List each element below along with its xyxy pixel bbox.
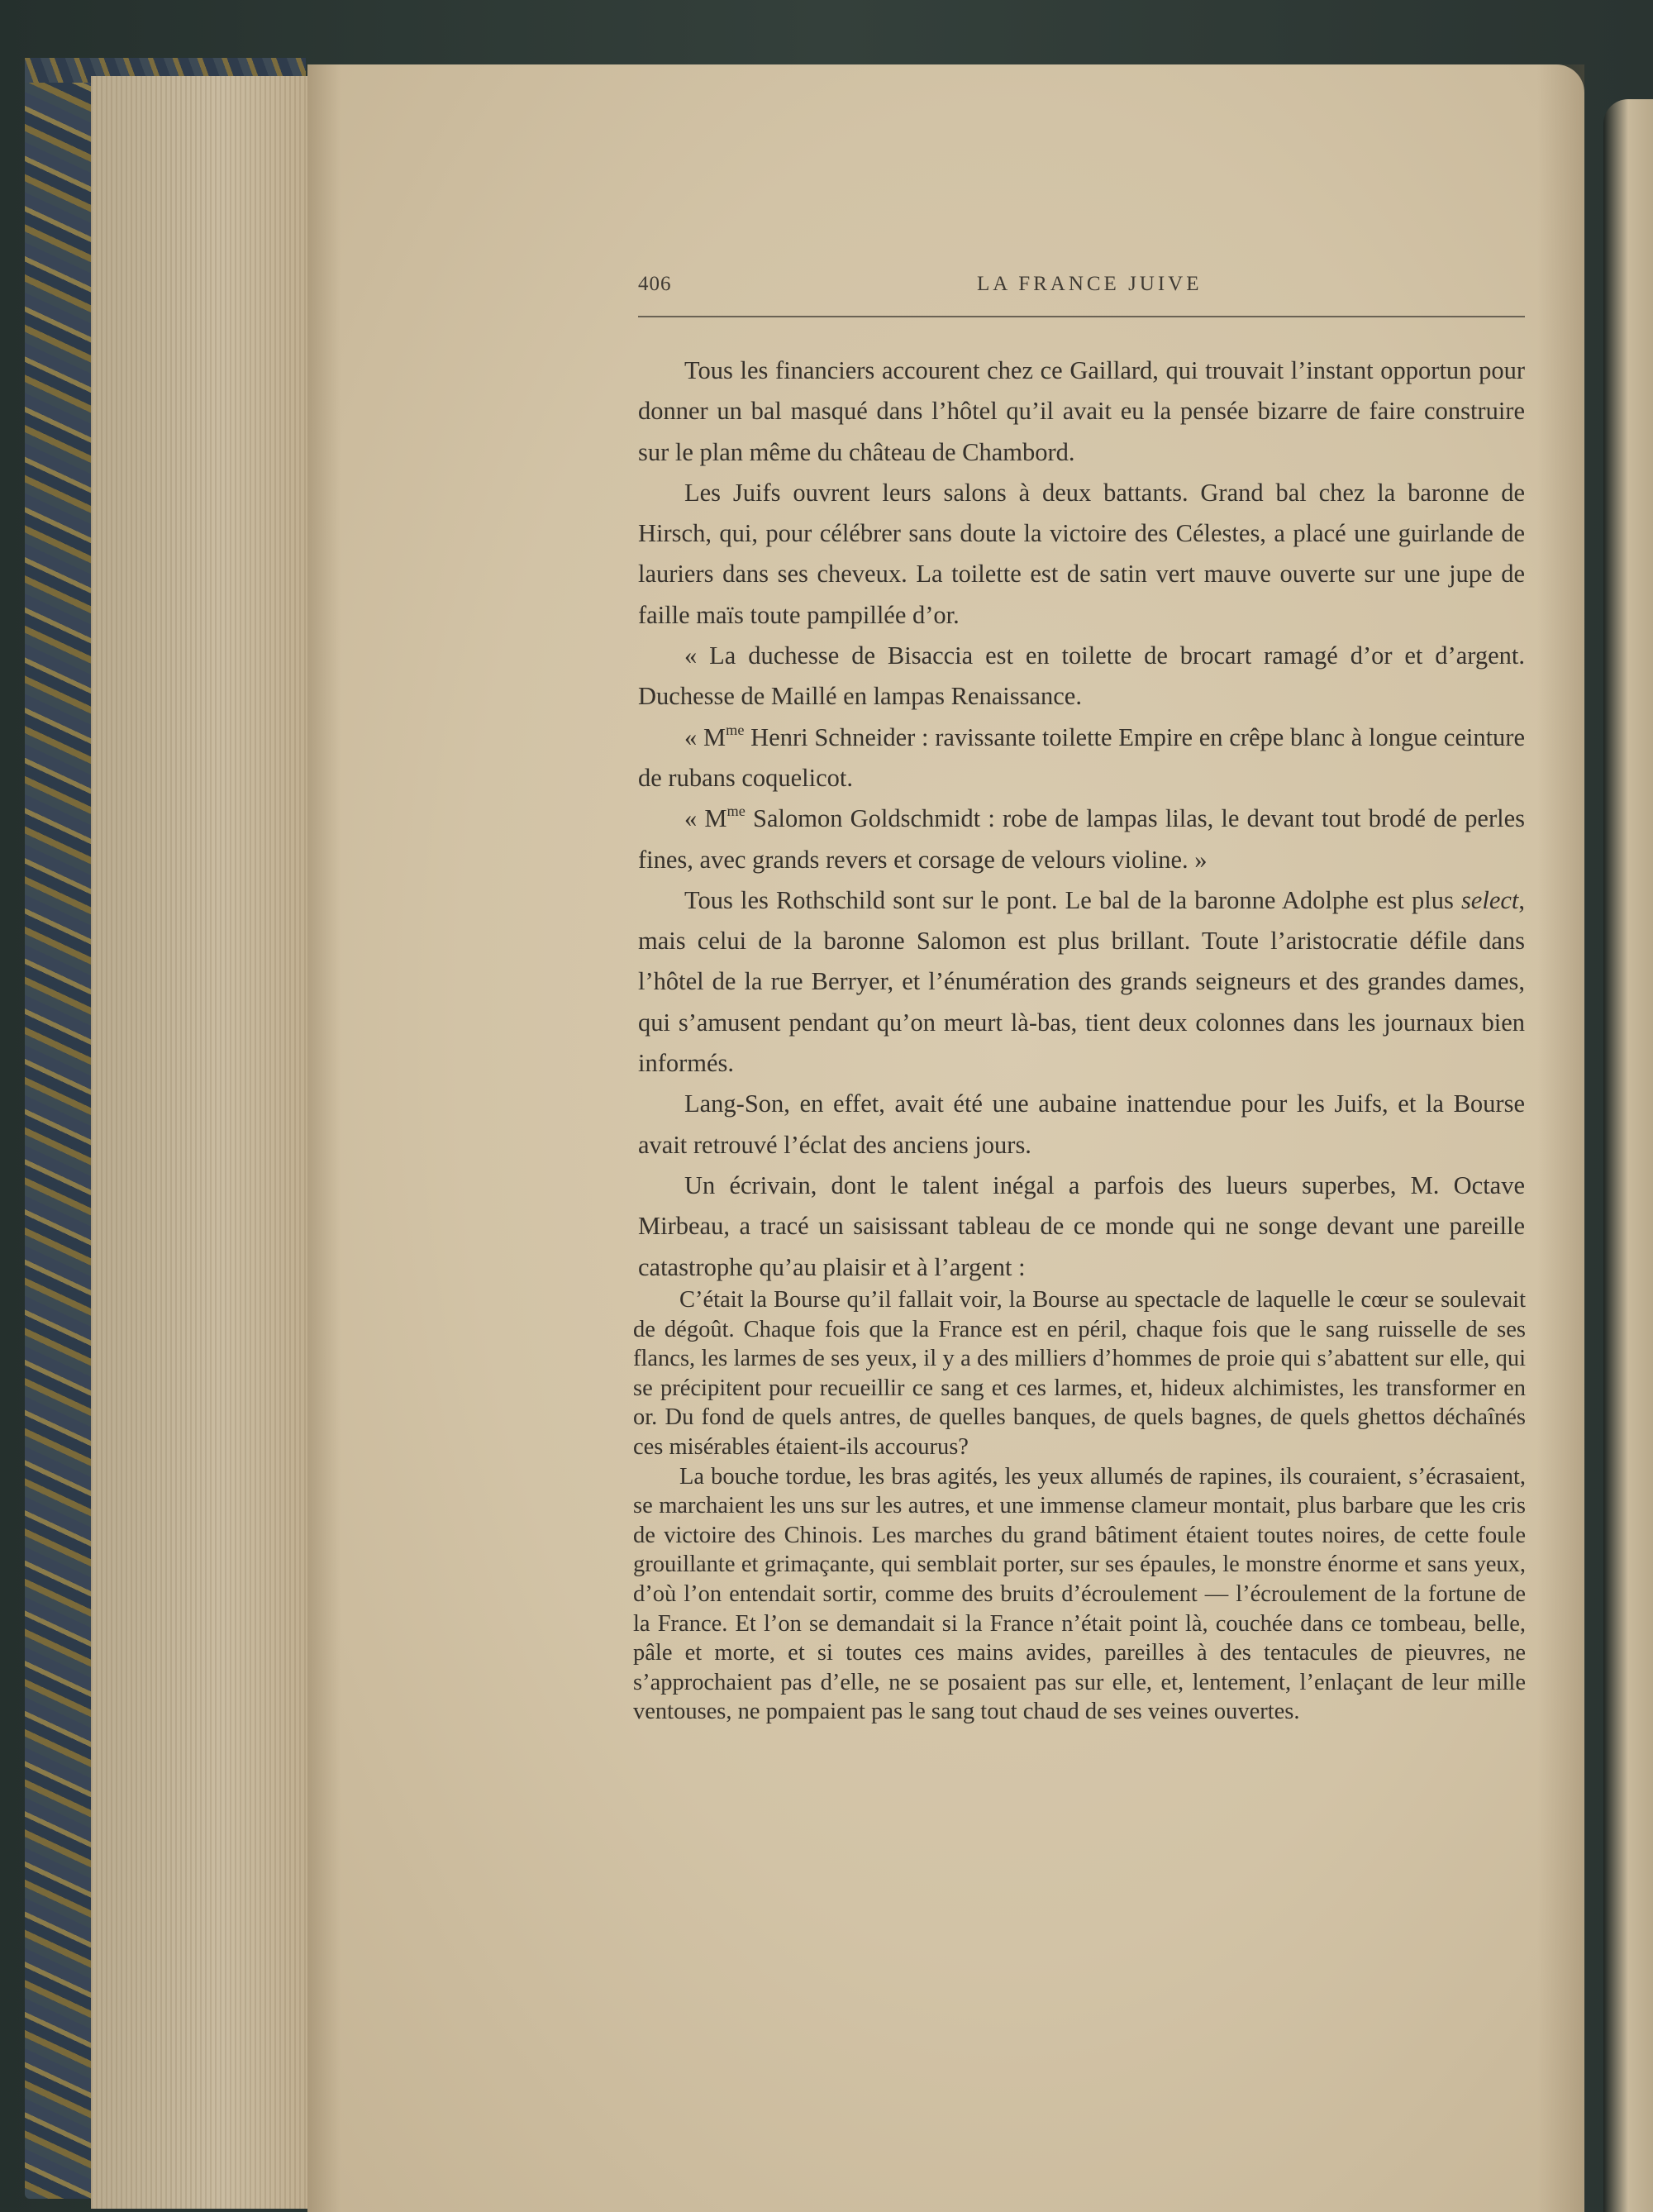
text-run: Salomon Goldschmidt : robe de lampas lilas, le devant tout brodé de perles fines, avec grands revers et corsage de velours violine. »: [638, 804, 1526, 874]
page-edge-shade: [1537, 64, 1584, 2212]
paragraph: [638, 880, 1525, 1084]
paragraph: [638, 799, 1525, 880]
facing-page-edge: [1603, 99, 1653, 2212]
block-quote: [633, 1285, 1526, 1727]
paragraph: Tous les financiers accourent chez ce Gaillard, qui trouvait l’instant opportun pour donner un bal masqué dans l’hôtel qu’il avait eu la pensée bizarre de faire construire sur le plan même du château de Chambord.: [638, 356, 1525, 466]
quote-paragraph: La bouche tordue, les bras agités, les yeux allumés de rapines, ils couraient, s’écrasaient, se marchaient les uns sur les autres, et une immense clameur montait, plus barbare que les cris de victoire des Chinois. Les marches du grand bâtiment étaient toutes noires, de cette foule grouillante et grimaçante, qui semblait porter, sur ses épaules, le monstre énorme et sans yeux, d’où l’on entendait sortir, comme des bruits d’écroulement — l’écroulement de la fortune de la France. Et l’on se demandait si la France n’était point là, couchée dans ce tombeau, belle, pâle et morte, et si toutes ces mains avides, pareilles à des tentacules de pieuvres, ne s’approchaient pas d’elle, ne se posaient pas sur elle, et, lentement, l’enlaçant de leur mille ventouses, ne pompaient pas le sang tout chaud de ses veines ouvertes.: [633, 1463, 1526, 1725]
paragraph: [638, 717, 1525, 799]
main-text: [638, 350, 1525, 1288]
running-head: [638, 273, 1525, 314]
paragraph: « La duchesse de Bisaccia est en toilette de brocart ramagé d’or et d’argent. Duchesse de Maillé en lampas Renaissance.: [638, 641, 1525, 711]
paragraph: Lang-Son, en effet, avait été une aubaine inattendue pour les Juifs, et la Bourse avait retrouvé l’éclat des anciens jours.: [638, 1089, 1525, 1159]
page-number: 406: [638, 273, 672, 295]
marbled-cover-edge: [25, 58, 91, 2199]
stacked-page-edges: [91, 76, 314, 2209]
quote-paragraph: C’était la Bourse qu’il fallait voir, la Bourse au spectacle de laquelle le cœur se soulevait de dégoût. Chaque fois que la France est en péril, chaque fois que le sang ruisselle de ses flancs, les larmes de ses yeux, il y a des milliers d’hommes de proie qui s’abattent sur elle, qui se précipitent pour recueillir ce sang et ces larmes, et, hideux alchimistes, les transformer en or. Du fond de quels antres, de quelles banques, de quels bagnes, de quels ghettos déchaînés ces misérables étaient-ils accourus?: [633, 1287, 1526, 1460]
text-run: « M: [684, 804, 727, 833]
superscript: me: [726, 803, 746, 820]
italic-word: select: [1460, 885, 1519, 914]
text-run: Henri Schneider : ravissante toilette Empire en crêpe blanc à longue ceinture de rubans coquelicot.: [638, 722, 1525, 792]
text-run: , mais celui de la baronne Salomon est plus brillant. Toute l’aristocratie défile dans l’hôtel de la rue Berryer, et l’énumération des grands seigneurs et des grandes dames, qui s’amusent pendant qu’on meurt là-bas, tient deux colonnes dans les journaux bien informés.: [638, 885, 1525, 1078]
paragraph: Un écrivain, dont le talent inégal a parfois des lueurs superbes, M. Octave Mirbeau, a tracé un saisissant tableau de ce monde qui ne songe devant une pareille catastrophe qu’au plaisir et à l’argent :: [638, 1170, 1525, 1281]
gutter-shadow: [307, 64, 341, 2212]
paragraph: Les Juifs ouvrent leurs salons à deux battants. Grand bal chez la baronne de Hirsch, qui, pour célébrer sans doute la victoire des Célestes, a placé une guirlande de lauriers dans ses cheveux. La toilette est de satin vert mauve ouverte sur une jupe de faille maïs toute pampillée d’or.: [638, 478, 1525, 629]
text-run: Tous les Rothschild sont sur le pont. Le bal de la baronne Adolphe est plus: [684, 885, 1461, 914]
text-run: « M: [684, 722, 726, 751]
header-rule: [638, 316, 1525, 317]
superscript: me: [726, 721, 745, 738]
running-title: LA FRANCE JUIVE: [977, 273, 1203, 295]
